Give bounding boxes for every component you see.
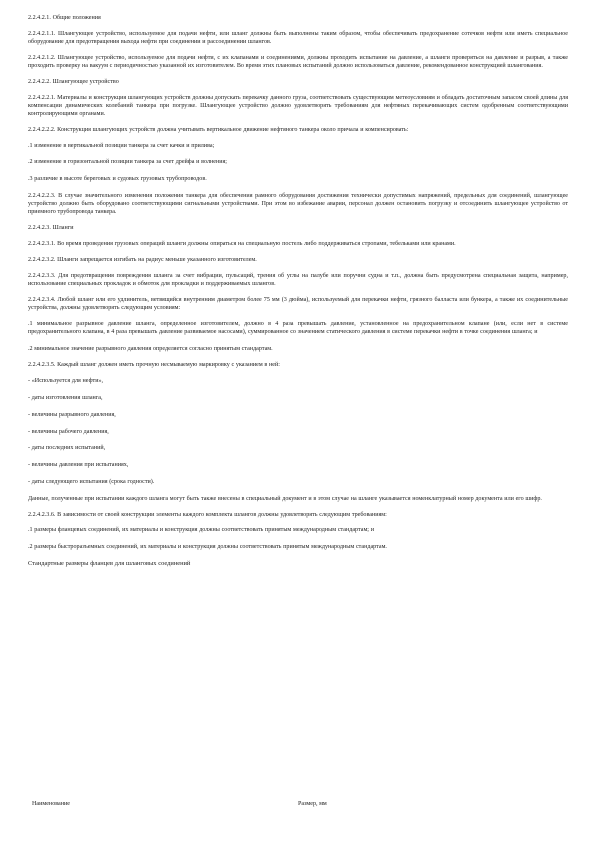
paragraph: 2.2.4.2.3.2. Шланги запрещается изгибать на радиус меньше указанного изготовителем. (28, 256, 257, 263)
list-item: .1 размеры фланцевых соединений, их материалы и конструкция должны соответствовать принятым международным стандартам; и (28, 527, 374, 534)
list-item: .2 изменение в горизонтальной позиции танкера за счет дрейфа и волнения; (28, 159, 227, 166)
paragraph: 2.2.4.2.1.2. Шлангующее устройство, используемое для подачи нефти, с их клапанами и соединениями, должны проходить испытание на давление, а шланги проверяться на давление и разрыв, а также проходить проверку на вакуум с периодичностью указанной их изготовителем. Во время этих плановых испытаний должно использоваться давление, рекомендованное конструкцией шлангования. (28, 54, 568, 69)
list-item: - величины разрывного давления, (28, 411, 116, 418)
list-item: - даты изготовления шланга, (28, 394, 103, 401)
paragraph: 2.2.4.2.3.5. Каждый шланг должен иметь прочную несмываемую маркировку с указанием в ней: (28, 362, 280, 369)
list-item: - величины рабочего давления, (28, 428, 109, 435)
table-header-name: Наименование (32, 801, 70, 807)
document-page (28, 14, 568, 576)
paragraph: 2.2.4.2.3.1. Во время проведения грузовых операций шланги должны опираться на специальную постель либо поддерживаться стропами, тебельками или кранами. (28, 240, 456, 247)
paragraph: 2.2.4.2.2.2. Конструкция шлангующих устройств должна учитывать вертикальное движение нефтяного танкера около причала и компенсировать: (28, 126, 409, 133)
paragraph: 2.2.4.2.3.6. В зависимости от своей конструкции элементы каждого комплекта шлангов должны удовлетворять следующим требованиям: (28, 511, 387, 518)
section-heading: 2.2.4.2.1. Общие положения (28, 15, 101, 21)
list-item: .2 размеры быстроразъемных соединений, их материалы и конструкция должны соответствовать принятым международным стандартам. (28, 544, 387, 551)
section-heading: 2.2.4.2.3. Шланги (28, 225, 74, 232)
table-title: Стандартные размеры фланцев для шланговых соединений (28, 559, 191, 567)
list-item: .2 минимальное значение разрывного давления определяется согласно принятым стандартам. (28, 345, 273, 352)
list-item: .1 минимальное разрывное давление шланга, определенное изготовителем, должно в 4 раза превышать давление, установленное на предохранительном клапане (или, если нет в системе предохранительного клапана, в 4 раза превышать давление развиваемое насосами), суммированное со значением статического давления в системе перекачки нефти в точке соединения шланга; и (28, 320, 568, 335)
list-item: - даты следующего испытания (срока годности). (28, 478, 155, 485)
list-item: .3 различие в высоте береговых и судовых грузовых трубопроводов. (28, 176, 207, 183)
list-item: - даты последних испытаний, (28, 445, 106, 452)
list-item: .1 изменение в вертикальной позиции танкера за счет качки и прилива; (28, 142, 215, 149)
paragraph: 2.2.4.2.1.1. Шлангующее устройство, используемое для подачи нефти, или шланг должны быть выполнены таким образом, чтобы обеспечивать предохранение сотечков нефти или иметь специальное оборудование для предотвращения выхода нефти при соединении и рассоединении шлангов. (28, 30, 568, 45)
paragraph: 2.2.4.2.3.4. Любой шланг или его удлинитель, ветвящийся внутренним диаметром более 75 мм (3 дюйма), используемый для перекачки нефти, грязного балласта или бункера, а также их соединительные устройства, должны удовлетворять следующим условиям: (28, 296, 568, 311)
list-item: - величины давления при испытаниях, (28, 462, 129, 469)
table-header-size: Размер, мм (298, 801, 327, 807)
paragraph: Данные, полученные при испытании каждого шланга могут быть также внесены в специальный документ и в этом случае на шланге указывается номенклатурный номер документа или его шифр. (28, 495, 542, 502)
section-heading: 2.2.4.2.2. Шлангующее устройство (28, 78, 119, 85)
list-item: - «Используется для нефти», (28, 378, 104, 385)
paragraph: 2.2.4.2.3.3. Для предотвращения повреждения шланга за счет вибрации, пульсаций, трения об углы на палубе или поручни судна и т.п., должна быть предусмотрена специальная защита, например, использование специальных прокладок и обмоток для прокладки и поддерживаемых шлангов. (28, 272, 568, 287)
paragraph: 2.2.4.2.2.3. В случае значительного изменения положения танкера для обеспечения рамного оборудования достижения технически допустимых напряжений, предельных для соединений, шлангующее устройство должно быть оборудовано соответствующими сигнальными устройствами. При этом во избежание аварии, персонал должен остановить погрузку и отсоединить шлангующее устройство от приемного трубопровода танкера. (28, 192, 568, 216)
paragraph: 2.2.4.2.2.1. Материалы и конструкция шлангующих устройств должны допускать перекачку данного груза, соответствовать существующим метеоусловиям и обладать достаточным запасом своей длины для компенсации динамических колебаний танкера при погрузке. Шлангующее устройство должно удовлетворять требованиям для нефтяных перекачивающих систем одобренным соответствующими контролирующими органами. (28, 94, 568, 117)
